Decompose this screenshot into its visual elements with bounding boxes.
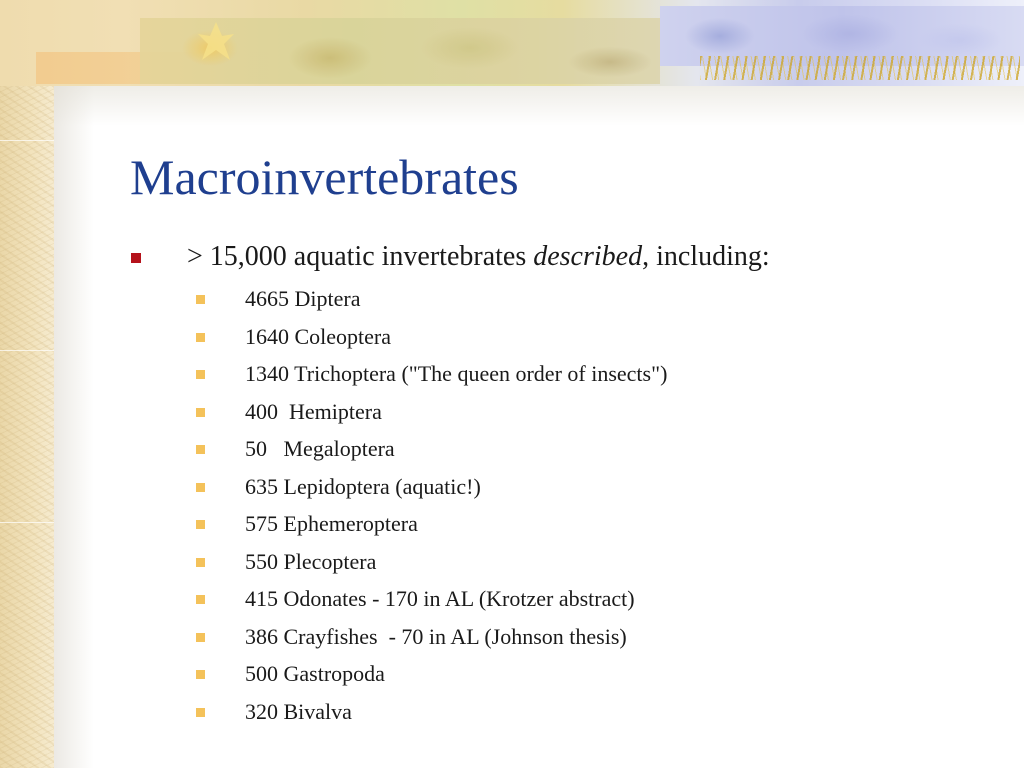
bullet-square-icon — [196, 633, 205, 642]
list-item-text: 635 Lepidoptera (aquatic!) — [245, 473, 481, 499]
list-item-text: 320 Bivalva — [245, 698, 352, 724]
list-item-text: 50 Megaloptera — [245, 436, 395, 461]
list-item-text: 1640 Coleoptera — [245, 323, 392, 349]
bullet-square-icon — [196, 295, 205, 304]
bullet-square-icon — [196, 445, 205, 454]
list-item-text: 550 Plecoptera — [245, 548, 377, 574]
banner-grass — [700, 56, 1020, 80]
bullet-square-icon — [196, 670, 205, 679]
banner-shadow — [54, 86, 1024, 126]
decorative-banner — [0, 0, 1024, 86]
list-item-text: 415 Odonates - 170 in AL (Krotzer abstract) — [245, 586, 635, 611]
list-item-text: 575 Ephemeroptera — [245, 511, 418, 536]
main-bullet-prefix: > 15,000 aquatic invertebrates — [187, 241, 534, 272]
bullet-square-icon — [196, 558, 205, 567]
list-item-text: 386 Crayfishes - 70 in AL (Johnson thesis) — [245, 623, 627, 649]
main-bullet-suffix: , including: — [642, 241, 770, 272]
sidebar-seam — [0, 140, 54, 141]
bullet-square-icon — [196, 333, 205, 342]
sidebar-seam — [0, 350, 54, 351]
bullet-square-icon — [196, 520, 205, 529]
bullet-square-icon — [131, 253, 141, 263]
sidebar-seam — [0, 522, 54, 523]
bullet-square-icon — [196, 370, 205, 379]
bullet-square-icon — [196, 595, 205, 604]
bullet-square-icon — [196, 483, 205, 492]
main-bullet-text — [187, 240, 770, 274]
list-item-text: 1340 Trichoptera ("The queen order of insects") — [245, 361, 668, 386]
slide-title: Macroinvertebrates — [130, 149, 519, 205]
list-item-text: 500 Gastropoda — [245, 661, 385, 686]
list-item-text: 400 Hemiptera — [245, 398, 382, 424]
bullet-square-icon — [196, 408, 205, 417]
parchment-sidebar — [0, 0, 54, 768]
leaf-icon — [196, 20, 236, 64]
bullet-square-icon — [196, 708, 205, 717]
main-bullet-emphasis: described — [533, 241, 643, 272]
list-item-text: 4665 Diptera — [245, 286, 361, 311]
